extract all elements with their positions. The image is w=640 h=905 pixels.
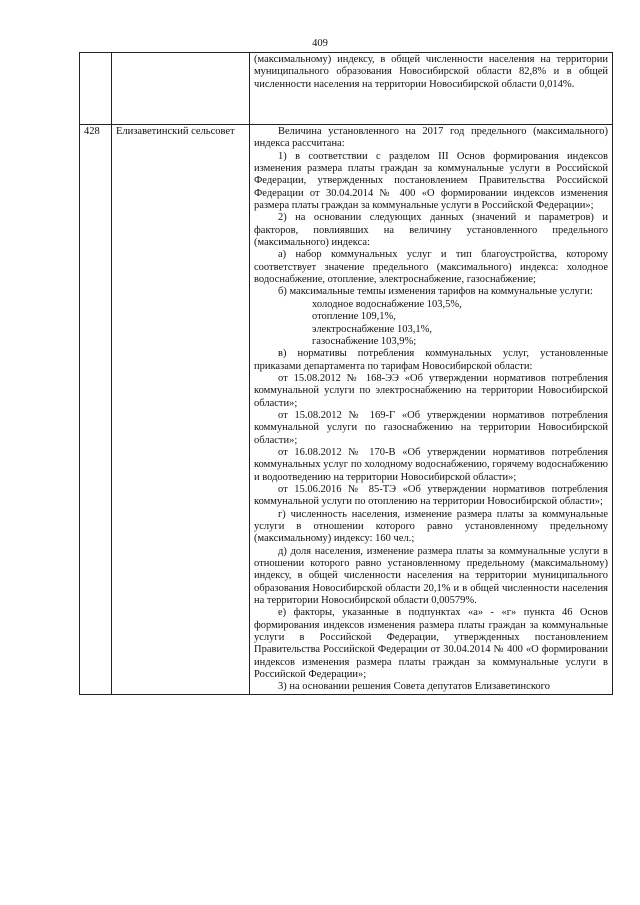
text-paragraph: д) доля населения, изменение размера платы за коммунальные услуги в отношении которого равно установленному предельному (максимальному) индексу, в общей численности населения на территории муниципального образования Новосибирской области 20,1% и в общей численности населения на территории Новосибирской области 0,00579%.	[254, 545, 608, 607]
text-paragraph: в) нормативы потребления коммунальных услуг, установленные приказами департамента по тарифам Новосибирской области:	[254, 348, 608, 372]
text-paragraph: от 15.06.2016 № 85-ТЭ «Об утверждении нормативов потребления коммунальной услуги по отоплению на территории Новосибирской области»;	[254, 483, 608, 508]
text-paragraph: г) численность населения, изменение размера платы за коммунальные услуги в отношении которого равно установленному предельному (максимальному) индексу: 160 чел.;	[254, 508, 608, 545]
page-number: 409	[312, 38, 328, 49]
text-paragraph: а) набор коммунальных услуг и тип благоустройства, которому соответствует значение предельного (максимального) индекса: холодное водоснабжение, отопление, электроснабжение, газоснабжение;	[254, 249, 608, 286]
tariff-item: отопление 109,1%,	[312, 311, 396, 323]
table-row-continuation	[80, 53, 613, 125]
text-paragraph: б) максимальные темпы изменения тарифов на коммунальные услуги:	[278, 286, 593, 298]
text-paragraph: от 16.08.2012 № 170-В «Об утверждении нормативов потребления коммунальных услуг по холодному водоснабжению, горячему водоснабжению и водоотведению на территории Новосибирской области»;	[254, 446, 608, 483]
indices-table	[79, 52, 613, 695]
text-paragraph: 2) на основании следующих данных (значений и параметров) и факторов, повлиявших на величину установленного предельного (максимального) индекса:	[254, 212, 608, 249]
tariff-item: холодное водоснабжение 103,5%,	[312, 298, 462, 310]
text-paragraph: 1) в соответствии с разделом III Основ формирования индексов изменения размера платы граждан за коммунальные услуги в Российской Федерации, утвержденных постановлением Правительства Российской Федерации от 30.04.2014 № 400 «О формировании индексов изменения размера платы граждан за коммунальные услуги в Российской Федерации»;	[254, 150, 608, 212]
text-paragraph: 3) на основании решения Совета депутатов Елизаветинского	[278, 681, 550, 693]
text-paragraph: от 15.08.2012 № 168-ЭЭ «Об утверждении нормативов потребления коммунальной услуги по электроснабжению на территории Новосибирской области»;	[254, 372, 608, 409]
tariff-item: электроснабжение 103,1%,	[312, 323, 432, 335]
text-paragraph: Величина установленного на 2017 год предельного (максимального) индекса рассчитана:	[254, 126, 608, 150]
settlement-name: Елизаветинский сельсовет	[112, 125, 250, 695]
text-paragraph: от 15.08.2012 № 169-Г «Об утверждении нормативов потребления коммунальной услуги по газоснабжению на территории Новосибирской области»;	[254, 409, 608, 446]
text-paragraph: е) факторы, указанные в подпунктах «а» - «г» пункта 46 Основ формирования индексов изменения размера платы граждан за коммунальные услуги в Российской Федерации, утвержденных постановлением Правительства Российской Федерации от 30.04.2014 № 400 «О формировании индексов изменения размера платы граждан за коммунальные услуги в Российской Федерации»;	[254, 607, 608, 681]
row-name-cell-empty	[112, 53, 250, 125]
table-row-428	[80, 125, 613, 695]
row-number-cell-empty	[80, 53, 112, 125]
row-text-cell	[250, 125, 613, 695]
tariff-item: газоснабжение 103,9%;	[312, 335, 417, 347]
continuation-paragraph: (максимальному) индексу, в общей численности населения на территории муниципального образования Новосибирской области 82,8% и в общей численности населения на территории Новосибирской области 0,014%.	[254, 54, 608, 90]
row-text-cell	[250, 53, 613, 125]
row-number: 428	[80, 125, 112, 695]
